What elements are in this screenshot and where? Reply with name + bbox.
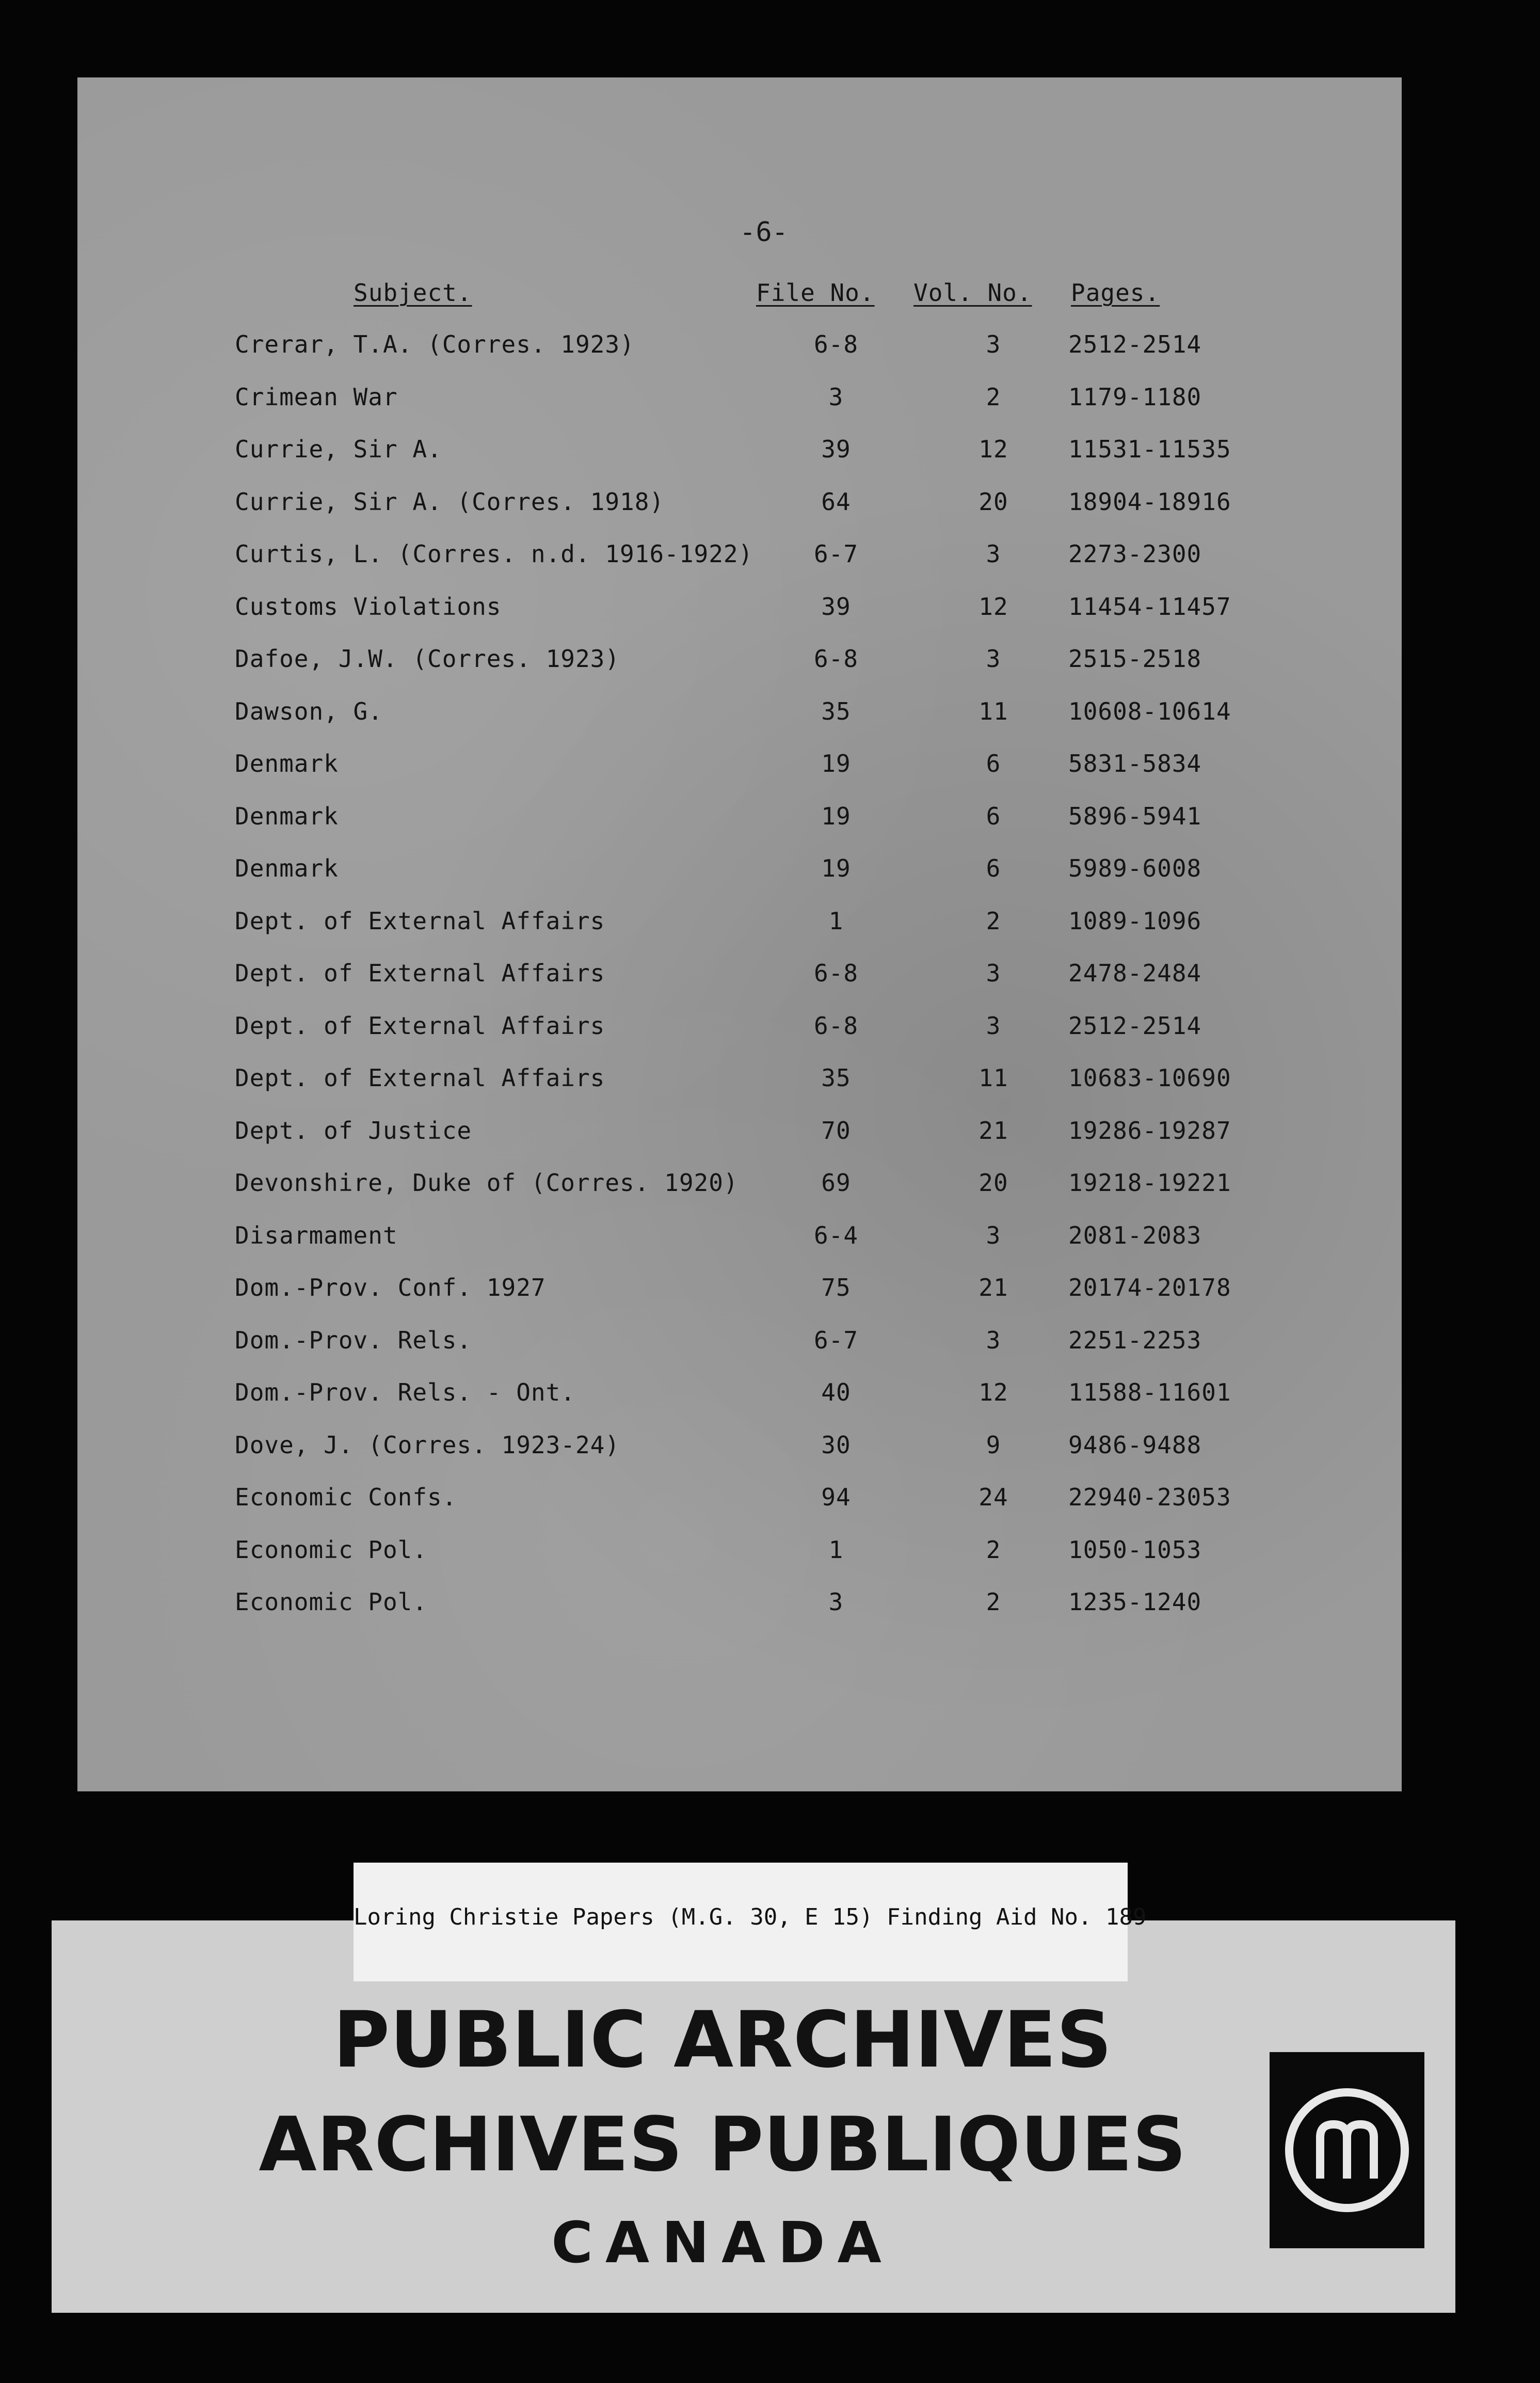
row-file-no: 69 xyxy=(821,1169,851,1197)
row-subject: Dom.-Prov. Rels. - Ont. xyxy=(235,1378,575,1406)
row-vol-no: 2 xyxy=(986,383,1001,411)
row-vol-no: 6 xyxy=(986,854,1001,882)
row-subject: Dove, J. (Corres. 1923-24) xyxy=(235,1431,620,1459)
row-file-no: 6-7 xyxy=(813,1326,859,1354)
row-vol-no: 3 xyxy=(986,330,1001,358)
row-subject: Dept. of External Affairs xyxy=(235,907,605,935)
row-file-no: 70 xyxy=(821,1116,851,1145)
row-file-no: 75 xyxy=(821,1274,851,1301)
row-subject: Customs Violations xyxy=(235,592,502,621)
row-subject: Devonshire, Duke of (Corres. 1920) xyxy=(235,1169,739,1197)
row-pages: 2512-2514 xyxy=(1068,330,1202,358)
row-file-no: 35 xyxy=(821,1064,851,1092)
row-file-no: 39 xyxy=(821,435,851,463)
row-pages: 2515-2518 xyxy=(1068,645,1202,673)
banner-line-canada: CANADA xyxy=(551,2210,894,2276)
row-vol-no: 9 xyxy=(986,1431,1001,1459)
archives-logo xyxy=(1270,2052,1424,2248)
header-subject: Subject. xyxy=(354,279,472,307)
row-vol-no: 3 xyxy=(986,1326,1001,1354)
row-file-no: 6-4 xyxy=(813,1221,859,1249)
row-file-no: 40 xyxy=(821,1378,851,1406)
row-pages: 5896-5941 xyxy=(1068,802,1202,830)
row-subject: Dept. of External Affairs xyxy=(235,1011,605,1040)
row-subject: Dept. of External Affairs xyxy=(235,959,605,987)
row-file-no: 19 xyxy=(821,854,851,882)
row-vol-no: 24 xyxy=(978,1483,1008,1511)
row-vol-no: 2 xyxy=(986,1535,1001,1564)
row-pages: 9486-9488 xyxy=(1068,1431,1202,1459)
row-file-no: 1 xyxy=(828,907,844,935)
row-vol-no: 3 xyxy=(986,645,1001,673)
row-vol-no: 21 xyxy=(978,1274,1008,1301)
row-file-no: 6-8 xyxy=(813,959,859,987)
row-pages: 20174-20178 xyxy=(1068,1274,1231,1301)
row-subject: Dawson, G. xyxy=(235,697,383,725)
row-subject: Dom.-Prov. Conf. 1927 xyxy=(235,1274,546,1301)
header-pages: Pages. xyxy=(1071,279,1160,307)
row-file-no: 3 xyxy=(828,383,844,411)
row-pages: 1235-1240 xyxy=(1068,1588,1202,1616)
row-file-no: 6-7 xyxy=(813,540,859,568)
row-subject: Denmark xyxy=(235,750,339,777)
row-vol-no: 3 xyxy=(986,540,1001,568)
row-pages: 19218-19221 xyxy=(1068,1169,1231,1197)
caption-text: Loring Christie Papers (M.G. 30, E 15) Finding Aid No. 189 xyxy=(354,1904,1147,1930)
row-subject: Currie, Sir A. (Corres. 1918) xyxy=(235,487,665,516)
row-subject: Economic Pol. xyxy=(235,1588,428,1616)
row-file-no: 1 xyxy=(828,1535,844,1564)
row-vol-no: 3 xyxy=(986,1221,1001,1249)
row-vol-no: 6 xyxy=(986,802,1001,830)
finding-aid-table xyxy=(77,77,1402,1791)
row-vol-no: 12 xyxy=(978,435,1008,463)
row-vol-no: 2 xyxy=(986,907,1001,935)
row-pages: 5831-5834 xyxy=(1068,750,1202,777)
row-file-no: 6-8 xyxy=(813,1011,859,1040)
row-pages: 10608-10614 xyxy=(1068,697,1231,725)
row-file-no: 94 xyxy=(821,1483,851,1511)
row-vol-no: 20 xyxy=(978,1169,1008,1197)
row-pages: 10683-10690 xyxy=(1068,1064,1231,1092)
row-subject: Economic Confs. xyxy=(235,1483,457,1511)
finding-aid-caption xyxy=(354,1863,1147,1981)
row-pages: 1089-1096 xyxy=(1068,907,1202,935)
row-subject: Dafoe, J.W. (Corres. 1923) xyxy=(235,645,620,673)
row-pages: 11454-11457 xyxy=(1068,592,1231,621)
banner-line-public-archives: PUBLIC ARCHIVES xyxy=(333,1995,1112,2085)
row-pages: 2081-2083 xyxy=(1068,1221,1202,1249)
row-pages: 2251-2253 xyxy=(1068,1326,1202,1354)
banner-line-archives-publiques: ARCHIVES PUBLIQUES xyxy=(259,2101,1186,2188)
row-vol-no: 21 xyxy=(978,1116,1008,1145)
row-vol-no: 20 xyxy=(978,487,1008,516)
row-subject: Denmark xyxy=(235,802,339,830)
row-pages: 2512-2514 xyxy=(1068,1011,1202,1040)
row-vol-no: 11 xyxy=(978,1064,1008,1092)
row-subject: Curtis, L. (Corres. n.d. 1916-1922) xyxy=(235,540,753,568)
row-vol-no: 2 xyxy=(986,1588,1001,1616)
row-file-no: 3 xyxy=(828,1588,844,1616)
row-pages: 5989-6008 xyxy=(1068,854,1202,882)
row-subject: Denmark xyxy=(235,854,339,882)
row-subject: Dept. of Justice xyxy=(235,1116,472,1145)
row-subject: Crerar, T.A. (Corres. 1923) xyxy=(235,330,635,358)
row-vol-no: 3 xyxy=(986,1011,1001,1040)
row-pages: 11531-11535 xyxy=(1068,435,1231,463)
row-file-no: 64 xyxy=(821,487,851,516)
row-subject: Dom.-Prov. Rels. xyxy=(235,1326,472,1354)
row-pages: 1050-1053 xyxy=(1068,1535,1202,1564)
row-file-no: 6-8 xyxy=(813,645,859,673)
row-subject: Disarmament xyxy=(235,1221,398,1249)
row-subject: Crimean War xyxy=(235,383,398,411)
row-file-no: 35 xyxy=(821,697,851,725)
row-pages: 2273-2300 xyxy=(1068,540,1202,568)
row-pages: 2478-2484 xyxy=(1068,959,1202,987)
row-pages: 18904-18916 xyxy=(1068,487,1231,516)
row-vol-no: 6 xyxy=(986,750,1001,777)
row-vol-no: 12 xyxy=(978,592,1008,621)
header-vol-no: Vol. No. xyxy=(913,279,1032,307)
page-number: -6- xyxy=(740,217,788,248)
header-file-no: File No. xyxy=(756,279,875,307)
row-pages: 22940-23053 xyxy=(1068,1483,1231,1511)
row-file-no: 39 xyxy=(821,592,851,621)
row-subject: Dept. of External Affairs xyxy=(235,1064,605,1092)
row-file-no: 19 xyxy=(821,802,851,830)
row-pages: 1179-1180 xyxy=(1068,383,1202,411)
row-vol-no: 3 xyxy=(986,959,1001,987)
row-file-no: 6-8 xyxy=(813,330,859,358)
row-subject: Currie, Sir A. xyxy=(235,435,442,463)
row-subject: Economic Pol. xyxy=(235,1535,428,1564)
document-page xyxy=(77,77,1402,1791)
row-file-no: 19 xyxy=(821,750,851,777)
row-pages: 19286-19287 xyxy=(1068,1116,1231,1145)
row-vol-no: 12 xyxy=(978,1378,1008,1406)
archives-logo-icon xyxy=(1280,2083,1414,2217)
row-file-no: 30 xyxy=(821,1431,851,1459)
row-pages: 11588-11601 xyxy=(1068,1378,1231,1406)
row-vol-no: 11 xyxy=(978,697,1008,725)
